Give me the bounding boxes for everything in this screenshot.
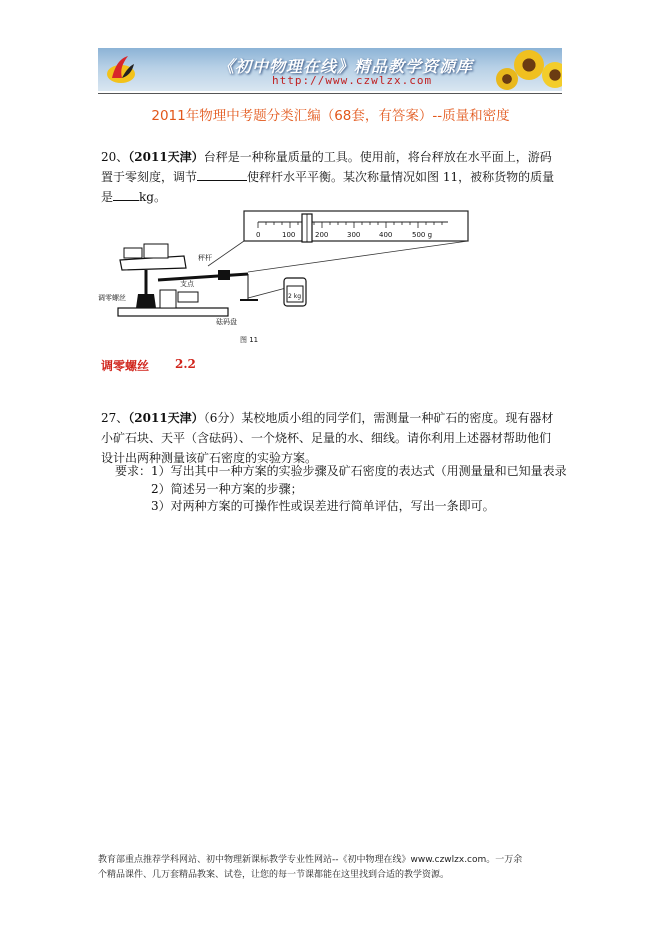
question-27 bbox=[101, 408, 561, 468]
scale-label: 100 bbox=[282, 231, 296, 239]
scale-label: 300 bbox=[347, 231, 361, 239]
label-zero-screw: 调零螺丝 bbox=[98, 294, 126, 302]
answer-blank bbox=[197, 168, 247, 181]
question-text: 使秤杆水平平衡。某次称量情况如图 11，被称货物的质量是 bbox=[101, 170, 555, 204]
scale-labels bbox=[256, 231, 432, 239]
figure-caption: 图 11 bbox=[240, 336, 259, 344]
question-text: （6分）某校地质小组的同学们，需测量一种矿石的密度。现有器材 小矿石块、天平（含砝码）、一个烧杯、足量的水、细线。请你利用上述器材帮助他们设计出两种测量该矿石密度的实验方案。 bbox=[101, 411, 554, 465]
footer-line: 教育部重点推荐学科网站、初中物理新课标教学专业性网站--《初中物理在线》www.czwlzx.com。一万余 bbox=[98, 855, 523, 865]
zero-screw bbox=[136, 294, 156, 308]
question-20 bbox=[101, 147, 561, 207]
weight-label: 2 kg bbox=[288, 293, 302, 300]
banner-url[interactable]: http://www.czwlzx.com bbox=[272, 74, 433, 87]
requirement-1 bbox=[115, 462, 567, 480]
sunflower-icon bbox=[496, 68, 518, 90]
answer-1: 调零螺丝 bbox=[101, 359, 150, 373]
banner-title: 《初中物理在线》精品教学资源库 bbox=[218, 57, 474, 76]
document-title: 2011年物理中考题分类汇编（68套，有答案）--质量和密度 bbox=[151, 108, 510, 124]
footer-line: 个精品课件、几万套精品教案、试卷，让您的每一节课都能在这里找到合适的教学资源。 bbox=[98, 870, 450, 880]
beam bbox=[158, 274, 248, 280]
header-divider bbox=[98, 93, 562, 94]
answer-2: 2.2 bbox=[175, 357, 196, 371]
answer-blank bbox=[113, 188, 139, 201]
scale-ticks bbox=[258, 222, 442, 228]
question-text: 台秤是一种称量质量的工具。使用前，将台秤放在水平面上，游码置于零刻度，调节 bbox=[101, 150, 552, 184]
scale-label: 200 bbox=[315, 231, 329, 239]
header-banner bbox=[98, 48, 562, 91]
question-number: 27、 bbox=[101, 411, 129, 425]
scale-base bbox=[118, 308, 228, 316]
scale-label: 400 bbox=[379, 231, 393, 239]
page-footer bbox=[98, 853, 564, 883]
site-logo-icon bbox=[104, 52, 138, 86]
scale-label: 0 bbox=[256, 231, 261, 239]
question-source: （2011天津） bbox=[128, 150, 204, 164]
requirement-2: 2）简述另一种方案的步骤； bbox=[151, 482, 303, 496]
label-beam: 秤杆 bbox=[198, 254, 212, 262]
scale-label: 500 g bbox=[412, 231, 433, 239]
question-text: kg。 bbox=[139, 190, 166, 204]
label-weight-pan: 砝码盘 bbox=[216, 318, 237, 326]
label-pivot: 支点 bbox=[180, 280, 194, 288]
question-source: （2011天津） bbox=[128, 411, 204, 425]
figure-platform-scale bbox=[98, 208, 470, 350]
sunflower-icon bbox=[542, 62, 562, 88]
requirement-3: 3）对两种方案的可操作性或误差进行简单评估，写出一条即可。 bbox=[151, 499, 495, 513]
sunflower-icon bbox=[514, 50, 544, 80]
requirement-label: 要求： bbox=[115, 464, 152, 478]
question-number: 20、 bbox=[101, 150, 129, 164]
requirement-text: 1）写出其中一种方案的实验步骤及矿石密度的表达式（用测量量和已知量表录 bbox=[151, 464, 567, 478]
